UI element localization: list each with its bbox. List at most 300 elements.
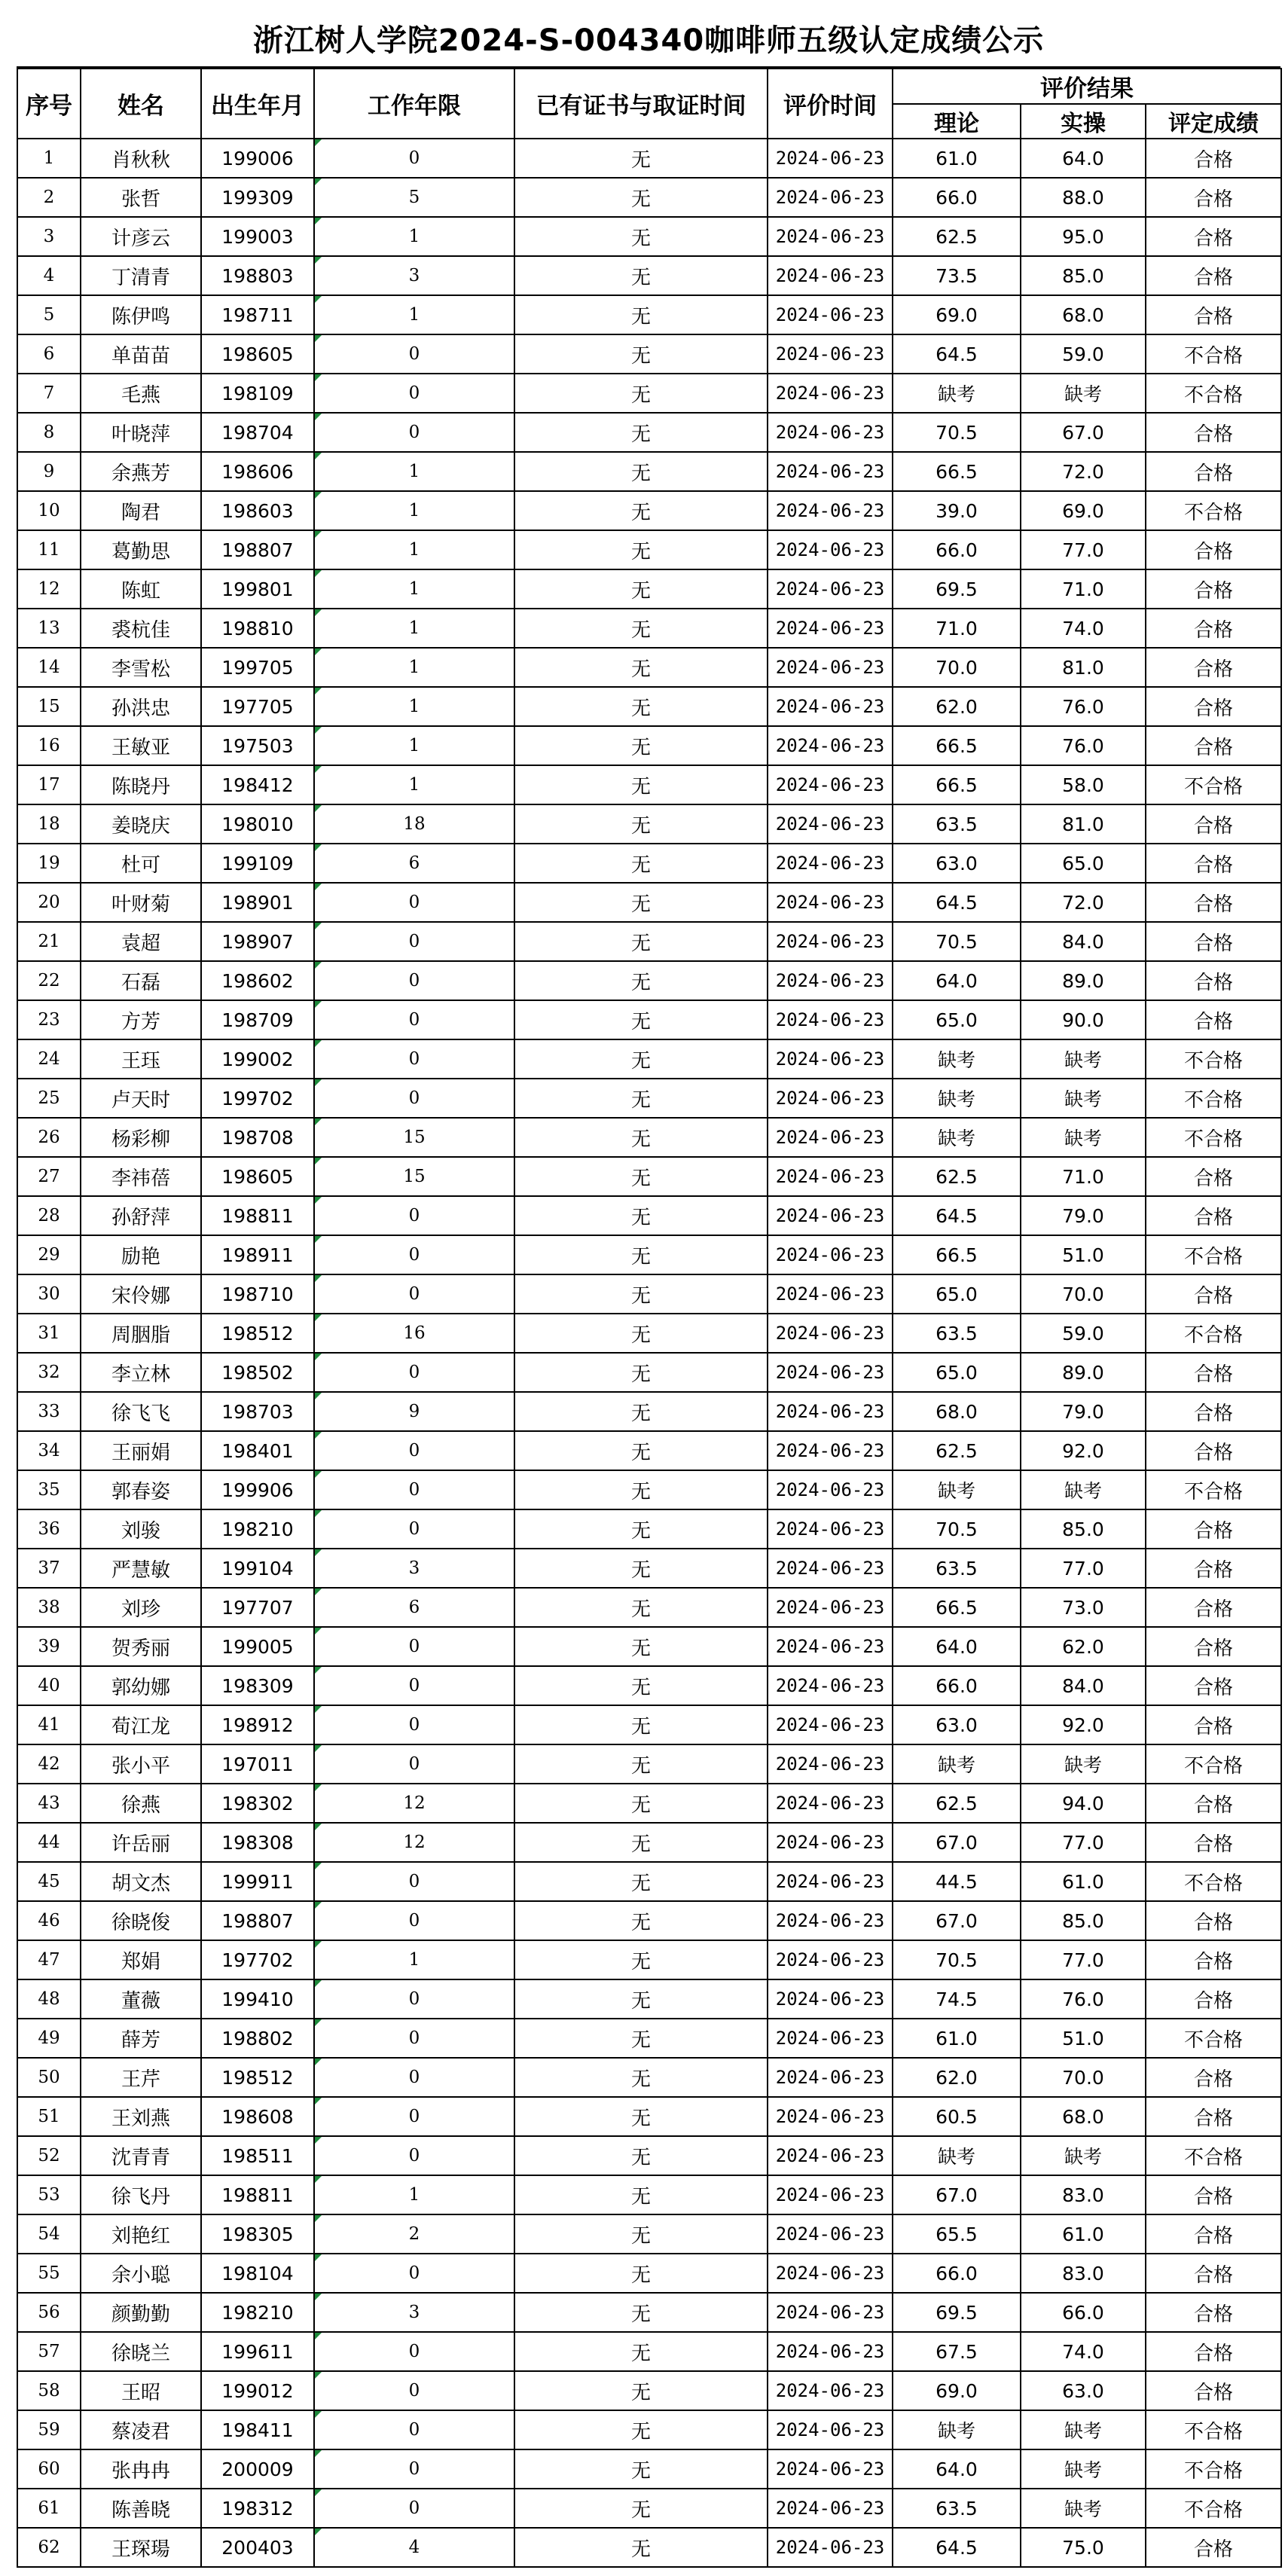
- seq-cell: 32: [17, 1353, 81, 1392]
- table-row: [17, 413, 1281, 452]
- name-cell: 蔡凌君: [81, 2410, 201, 2449]
- date-cell: 2024-06-23: [768, 374, 893, 413]
- seq-cell: 9: [17, 452, 81, 491]
- date-cell: 2024-06-23: [768, 334, 893, 374]
- seq-cell: 34: [17, 1431, 81, 1470]
- cert-cell: 无: [514, 1549, 768, 1588]
- grade-cell: 不合格: [1146, 2019, 1281, 2058]
- date-cell: 2024-06-23: [768, 765, 893, 804]
- cert-cell: 无: [514, 609, 768, 648]
- grade-cell: 合格: [1146, 883, 1281, 922]
- seq-cell: 45: [17, 1862, 81, 1901]
- birth-cell: 198603: [201, 491, 314, 530]
- date-cell: 2024-06-23: [768, 1196, 893, 1235]
- theory-cell: 64.5: [893, 1196, 1021, 1235]
- theory-cell: 71.0: [893, 609, 1021, 648]
- theory-cell: 缺考: [893, 1118, 1021, 1157]
- grade-cell: 不合格: [1146, 1118, 1281, 1157]
- birth-cell: 198708: [201, 1118, 314, 1157]
- table-row: [17, 726, 1281, 765]
- years-cell: 0: [314, 1079, 514, 1118]
- date-cell: 2024-06-23: [768, 726, 893, 765]
- grade-cell: 合格: [1146, 1979, 1281, 2019]
- table-row: [17, 2058, 1281, 2097]
- practice-cell: 缺考: [1021, 2410, 1146, 2449]
- theory-cell: 70.5: [893, 1940, 1021, 1979]
- table-row: [17, 256, 1281, 295]
- name-cell: 徐燕: [81, 1784, 201, 1823]
- theory-cell: 70.5: [893, 413, 1021, 452]
- seq-cell: 46: [17, 1901, 81, 1940]
- grade-cell: 合格: [1146, 804, 1281, 844]
- table-row: [17, 1979, 1281, 2019]
- name-cell: 单苗苗: [81, 334, 201, 374]
- birth-cell: 197702: [201, 1940, 314, 1979]
- practice-cell: 92.0: [1021, 1431, 1146, 1470]
- name-cell: 胡文杰: [81, 1862, 201, 1901]
- cert-cell: 无: [514, 2019, 768, 2058]
- table-row: [17, 1705, 1281, 1744]
- date-cell: 2024-06-23: [768, 2019, 893, 2058]
- header-cert: 已有证书与取证时间: [514, 69, 768, 139]
- years-cell: 1: [314, 1940, 514, 1979]
- date-cell: 2024-06-23: [768, 2410, 893, 2449]
- birth-cell: 198511: [201, 2136, 314, 2175]
- grade-cell: 合格: [1146, 2097, 1281, 2136]
- cert-cell: 无: [514, 1979, 768, 2019]
- grade-cell: 不合格: [1146, 1744, 1281, 1784]
- practice-cell: 51.0: [1021, 1235, 1146, 1274]
- name-cell: 王丽娟: [81, 1431, 201, 1470]
- years-cell: 12: [314, 1784, 514, 1823]
- seq-cell: 14: [17, 648, 81, 687]
- grade-cell: 合格: [1146, 452, 1281, 491]
- date-cell: 2024-06-23: [768, 217, 893, 256]
- table-row: [17, 922, 1281, 961]
- practice-cell: 76.0: [1021, 1979, 1146, 2019]
- table-row: [17, 1314, 1281, 1353]
- years-cell: 3: [314, 2293, 514, 2332]
- table-row: [17, 2489, 1281, 2528]
- practice-cell: 76.0: [1021, 726, 1146, 765]
- cert-cell: 无: [514, 922, 768, 961]
- theory-cell: 66.5: [893, 765, 1021, 804]
- practice-cell: 66.0: [1021, 2293, 1146, 2332]
- table-row: [17, 1588, 1281, 1627]
- seq-cell: 47: [17, 1940, 81, 1979]
- seq-cell: 36: [17, 1509, 81, 1549]
- theory-cell: 66.0: [893, 530, 1021, 569]
- seq-cell: 51: [17, 2097, 81, 2136]
- years-cell: 0: [314, 2449, 514, 2489]
- theory-cell: 66.0: [893, 2254, 1021, 2293]
- theory-cell: 63.0: [893, 844, 1021, 883]
- table-row: [17, 139, 1281, 178]
- practice-cell: 69.0: [1021, 491, 1146, 530]
- date-cell: 2024-06-23: [768, 139, 893, 178]
- seq-cell: 54: [17, 2214, 81, 2254]
- theory-cell: 62.5: [893, 1784, 1021, 1823]
- cert-cell: 无: [514, 1509, 768, 1549]
- date-cell: 2024-06-23: [768, 648, 893, 687]
- table-row: [17, 178, 1281, 217]
- seq-cell: 33: [17, 1392, 81, 1431]
- name-cell: 李立林: [81, 1353, 201, 1392]
- grade-cell: 不合格: [1146, 1079, 1281, 1118]
- theory-cell: 39.0: [893, 491, 1021, 530]
- years-cell: 0: [314, 2332, 514, 2371]
- grade-cell: 合格: [1146, 687, 1281, 726]
- name-cell: 陈伊鸣: [81, 295, 201, 334]
- seq-cell: 5: [17, 295, 81, 334]
- date-cell: 2024-06-23: [768, 2058, 893, 2097]
- name-cell: 刘骏: [81, 1509, 201, 1549]
- practice-cell: 84.0: [1021, 922, 1146, 961]
- theory-cell: 66.5: [893, 452, 1021, 491]
- seq-cell: 18: [17, 804, 81, 844]
- birth-cell: 198912: [201, 1705, 314, 1744]
- date-cell: 2024-06-23: [768, 1431, 893, 1470]
- name-cell: 张冉冉: [81, 2449, 201, 2489]
- seq-cell: 59: [17, 2410, 81, 2449]
- seq-cell: 37: [17, 1549, 81, 1588]
- table-row: [17, 1862, 1281, 1901]
- practice-cell: 85.0: [1021, 1509, 1146, 1549]
- name-cell: 严慧敏: [81, 1549, 201, 1588]
- birth-cell: 198411: [201, 2410, 314, 2449]
- birth-cell: 198703: [201, 1392, 314, 1431]
- seq-cell: 11: [17, 530, 81, 569]
- theory-cell: 66.0: [893, 178, 1021, 217]
- date-cell: 2024-06-23: [768, 1118, 893, 1157]
- years-cell: 0: [314, 1509, 514, 1549]
- date-cell: 2024-06-23: [768, 1000, 893, 1039]
- name-cell: 李雪松: [81, 648, 201, 687]
- date-cell: 2024-06-23: [768, 1079, 893, 1118]
- table-row: [17, 1431, 1281, 1470]
- practice-cell: 85.0: [1021, 256, 1146, 295]
- grade-cell: 合格: [1146, 217, 1281, 256]
- table-row: [17, 2371, 1281, 2410]
- cert-cell: 无: [514, 2528, 768, 2567]
- grade-cell: 不合格: [1146, 765, 1281, 804]
- years-cell: 0: [314, 1274, 514, 1314]
- theory-cell: 63.5: [893, 1314, 1021, 1353]
- name-cell: 陶君: [81, 491, 201, 530]
- years-cell: 1: [314, 491, 514, 530]
- birth-cell: 198811: [201, 1196, 314, 1235]
- cert-cell: 无: [514, 178, 768, 217]
- name-cell: 薛芳: [81, 2019, 201, 2058]
- practice-cell: 75.0: [1021, 2528, 1146, 2567]
- table-row: [17, 1823, 1281, 1862]
- seq-cell: 35: [17, 1470, 81, 1509]
- theory-cell: 67.0: [893, 2175, 1021, 2214]
- practice-cell: 59.0: [1021, 1314, 1146, 1353]
- cert-cell: 无: [514, 2058, 768, 2097]
- name-cell: 郭春姿: [81, 1470, 201, 1509]
- birth-cell: 198907: [201, 922, 314, 961]
- header-theory: 理论: [893, 104, 1021, 139]
- theory-cell: 69.0: [893, 2371, 1021, 2410]
- date-cell: 2024-06-23: [768, 2175, 893, 2214]
- name-cell: 杜可: [81, 844, 201, 883]
- cert-cell: 无: [514, 2136, 768, 2175]
- table-row: [17, 844, 1281, 883]
- birth-cell: 198807: [201, 530, 314, 569]
- practice-cell: 77.0: [1021, 1823, 1146, 1862]
- practice-cell: 68.0: [1021, 295, 1146, 334]
- grade-cell: 合格: [1146, 1392, 1281, 1431]
- theory-cell: 63.5: [893, 804, 1021, 844]
- grade-cell: 合格: [1146, 1000, 1281, 1039]
- theory-cell: 缺考: [893, 1079, 1021, 1118]
- seq-cell: 41: [17, 1705, 81, 1744]
- practice-cell: 73.0: [1021, 1588, 1146, 1627]
- years-cell: 1: [314, 609, 514, 648]
- name-cell: 周胭脂: [81, 1314, 201, 1353]
- cert-cell: 无: [514, 1000, 768, 1039]
- seq-cell: 24: [17, 1039, 81, 1079]
- years-cell: 15: [314, 1118, 514, 1157]
- table-row: [17, 1079, 1281, 1118]
- grade-cell: 合格: [1146, 413, 1281, 452]
- years-cell: 6: [314, 844, 514, 883]
- grade-cell: 合格: [1146, 1705, 1281, 1744]
- practice-cell: 61.0: [1021, 1862, 1146, 1901]
- years-cell: 0: [314, 2254, 514, 2293]
- practice-cell: 65.0: [1021, 844, 1146, 883]
- grade-cell: 合格: [1146, 961, 1281, 1000]
- name-cell: 孙洪忠: [81, 687, 201, 726]
- practice-cell: 72.0: [1021, 883, 1146, 922]
- header-seq: 序号: [17, 69, 81, 139]
- birth-cell: 198305: [201, 2214, 314, 2254]
- cert-cell: 无: [514, 844, 768, 883]
- cert-cell: 无: [514, 1235, 768, 1274]
- birth-cell: 198605: [201, 334, 314, 374]
- practice-cell: 77.0: [1021, 1549, 1146, 1588]
- name-cell: 徐飞丹: [81, 2175, 201, 2214]
- theory-cell: 61.0: [893, 2019, 1021, 2058]
- grade-cell: 合格: [1146, 2175, 1281, 2214]
- table-row: [17, 295, 1281, 334]
- name-cell: 方芳: [81, 1000, 201, 1039]
- cert-cell: 无: [514, 804, 768, 844]
- theory-cell: 缺考: [893, 2410, 1021, 2449]
- birth-cell: 199005: [201, 1627, 314, 1666]
- cert-cell: 无: [514, 569, 768, 609]
- date-cell: 2024-06-23: [768, 922, 893, 961]
- seq-cell: 26: [17, 1118, 81, 1157]
- theory-cell: 缺考: [893, 2136, 1021, 2175]
- name-cell: 毛燕: [81, 374, 201, 413]
- seq-cell: 1: [17, 139, 81, 178]
- years-cell: 0: [314, 961, 514, 1000]
- cert-cell: 无: [514, 1666, 768, 1705]
- date-cell: 2024-06-23: [768, 1588, 893, 1627]
- date-cell: 2024-06-23: [768, 961, 893, 1000]
- grade-cell: 不合格: [1146, 2136, 1281, 2175]
- theory-cell: 69.5: [893, 569, 1021, 609]
- cert-cell: 无: [514, 491, 768, 530]
- seq-cell: 19: [17, 844, 81, 883]
- birth-cell: 198608: [201, 2097, 314, 2136]
- theory-cell: 69.5: [893, 2293, 1021, 2332]
- cert-cell: 无: [514, 334, 768, 374]
- birth-cell: 199003: [201, 217, 314, 256]
- score-table: [17, 68, 1282, 2568]
- birth-cell: 199104: [201, 1549, 314, 1588]
- cert-cell: 无: [514, 1705, 768, 1744]
- date-cell: 2024-06-23: [768, 256, 893, 295]
- practice-cell: 88.0: [1021, 178, 1146, 217]
- seq-cell: 7: [17, 374, 81, 413]
- seq-cell: 57: [17, 2332, 81, 2371]
- practice-cell: 79.0: [1021, 1196, 1146, 1235]
- theory-cell: 62.0: [893, 687, 1021, 726]
- date-cell: 2024-06-23: [768, 609, 893, 648]
- birth-cell: 199705: [201, 648, 314, 687]
- seq-cell: 16: [17, 726, 81, 765]
- date-cell: 2024-06-23: [768, 1940, 893, 1979]
- theory-cell: 69.0: [893, 295, 1021, 334]
- date-cell: 2024-06-23: [768, 844, 893, 883]
- table-row: [17, 2410, 1281, 2449]
- theory-cell: 60.5: [893, 2097, 1021, 2136]
- name-cell: 许岳丽: [81, 1823, 201, 1862]
- years-cell: 0: [314, 2136, 514, 2175]
- years-cell: 0: [314, 2371, 514, 2410]
- years-cell: 0: [314, 139, 514, 178]
- table-row: [17, 804, 1281, 844]
- birth-cell: 198710: [201, 1274, 314, 1314]
- birth-cell: 198312: [201, 2489, 314, 2528]
- theory-cell: 65.0: [893, 1274, 1021, 1314]
- theory-cell: 70.0: [893, 648, 1021, 687]
- seq-cell: 15: [17, 687, 81, 726]
- practice-cell: 缺考: [1021, 2449, 1146, 2489]
- cert-cell: 无: [514, 1353, 768, 1392]
- years-cell: 0: [314, 1196, 514, 1235]
- theory-cell: 65.0: [893, 1000, 1021, 1039]
- cert-cell: 无: [514, 2371, 768, 2410]
- cert-cell: 无: [514, 1784, 768, 1823]
- cert-cell: 无: [514, 1588, 768, 1627]
- grade-cell: 不合格: [1146, 1314, 1281, 1353]
- grade-cell: 不合格: [1146, 1862, 1281, 1901]
- cert-cell: 无: [514, 2410, 768, 2449]
- seq-cell: 17: [17, 765, 81, 804]
- practice-cell: 68.0: [1021, 2097, 1146, 2136]
- practice-cell: 81.0: [1021, 804, 1146, 844]
- date-cell: 2024-06-23: [768, 1744, 893, 1784]
- cert-cell: 无: [514, 2332, 768, 2371]
- grade-cell: 合格: [1146, 1509, 1281, 1549]
- grade-cell: 合格: [1146, 2332, 1281, 2371]
- cert-cell: 无: [514, 413, 768, 452]
- seq-cell: 53: [17, 2175, 81, 2214]
- name-cell: 王芹: [81, 2058, 201, 2097]
- cert-cell: 无: [514, 452, 768, 491]
- cert-cell: 无: [514, 2449, 768, 2489]
- years-cell: 1: [314, 295, 514, 334]
- grade-cell: 合格: [1146, 1353, 1281, 1392]
- table-row: [17, 1157, 1281, 1196]
- grade-cell: 合格: [1146, 1157, 1281, 1196]
- seq-cell: 6: [17, 334, 81, 374]
- birth-cell: 198210: [201, 2293, 314, 2332]
- name-cell: 余燕芳: [81, 452, 201, 491]
- grade-cell: 合格: [1146, 2293, 1281, 2332]
- years-cell: 0: [314, 922, 514, 961]
- seq-cell: 48: [17, 1979, 81, 2019]
- date-cell: 2024-06-23: [768, 1235, 893, 1274]
- birth-cell: 198901: [201, 883, 314, 922]
- date-cell: 2024-06-23: [768, 1862, 893, 1901]
- practice-cell: 83.0: [1021, 2175, 1146, 2214]
- birth-cell: 198308: [201, 1823, 314, 1862]
- name-cell: 王珏: [81, 1039, 201, 1079]
- header-years: 工作年限: [314, 69, 514, 139]
- grade-cell: 合格: [1146, 1588, 1281, 1627]
- theory-cell: 62.0: [893, 2058, 1021, 2097]
- theory-cell: 63.5: [893, 2489, 1021, 2528]
- years-cell: 0: [314, 1627, 514, 1666]
- grade-cell: 合格: [1146, 2254, 1281, 2293]
- date-cell: 2024-06-23: [768, 2254, 893, 2293]
- seq-cell: 52: [17, 2136, 81, 2175]
- practice-cell: 缺考: [1021, 1039, 1146, 1079]
- grade-cell: 合格: [1146, 844, 1281, 883]
- cert-cell: 无: [514, 1274, 768, 1314]
- table-row: [17, 1235, 1281, 1274]
- grade-cell: 合格: [1146, 609, 1281, 648]
- birth-cell: 198109: [201, 374, 314, 413]
- grade-cell: 合格: [1146, 922, 1281, 961]
- name-cell: 叶晓萍: [81, 413, 201, 452]
- seq-cell: 28: [17, 1196, 81, 1235]
- theory-cell: 66.5: [893, 726, 1021, 765]
- theory-cell: 64.0: [893, 961, 1021, 1000]
- table-row: [17, 1353, 1281, 1392]
- years-cell: 0: [314, 1000, 514, 1039]
- name-cell: 徐飞飞: [81, 1392, 201, 1431]
- date-cell: 2024-06-23: [768, 1784, 893, 1823]
- theory-cell: 65.0: [893, 1353, 1021, 1392]
- table-row: [17, 1392, 1281, 1431]
- seq-cell: 10: [17, 491, 81, 530]
- seq-cell: 21: [17, 922, 81, 961]
- grade-cell: 合格: [1146, 1784, 1281, 1823]
- seq-cell: 4: [17, 256, 81, 295]
- table-row: [17, 2293, 1281, 2332]
- theory-cell: 65.5: [893, 2214, 1021, 2254]
- theory-cell: 70.5: [893, 922, 1021, 961]
- date-cell: 2024-06-23: [768, 1039, 893, 1079]
- name-cell: 董薇: [81, 1979, 201, 2019]
- years-cell: 2: [314, 2214, 514, 2254]
- grade-cell: 不合格: [1146, 2489, 1281, 2528]
- seq-cell: 40: [17, 1666, 81, 1705]
- name-cell: 姜晓庆: [81, 804, 201, 844]
- birth-cell: 198711: [201, 295, 314, 334]
- theory-cell: 62.5: [893, 1157, 1021, 1196]
- theory-cell: 66.5: [893, 1588, 1021, 1627]
- cert-cell: 无: [514, 765, 768, 804]
- table-row: [17, 1940, 1281, 1979]
- birth-cell: 198512: [201, 2058, 314, 2097]
